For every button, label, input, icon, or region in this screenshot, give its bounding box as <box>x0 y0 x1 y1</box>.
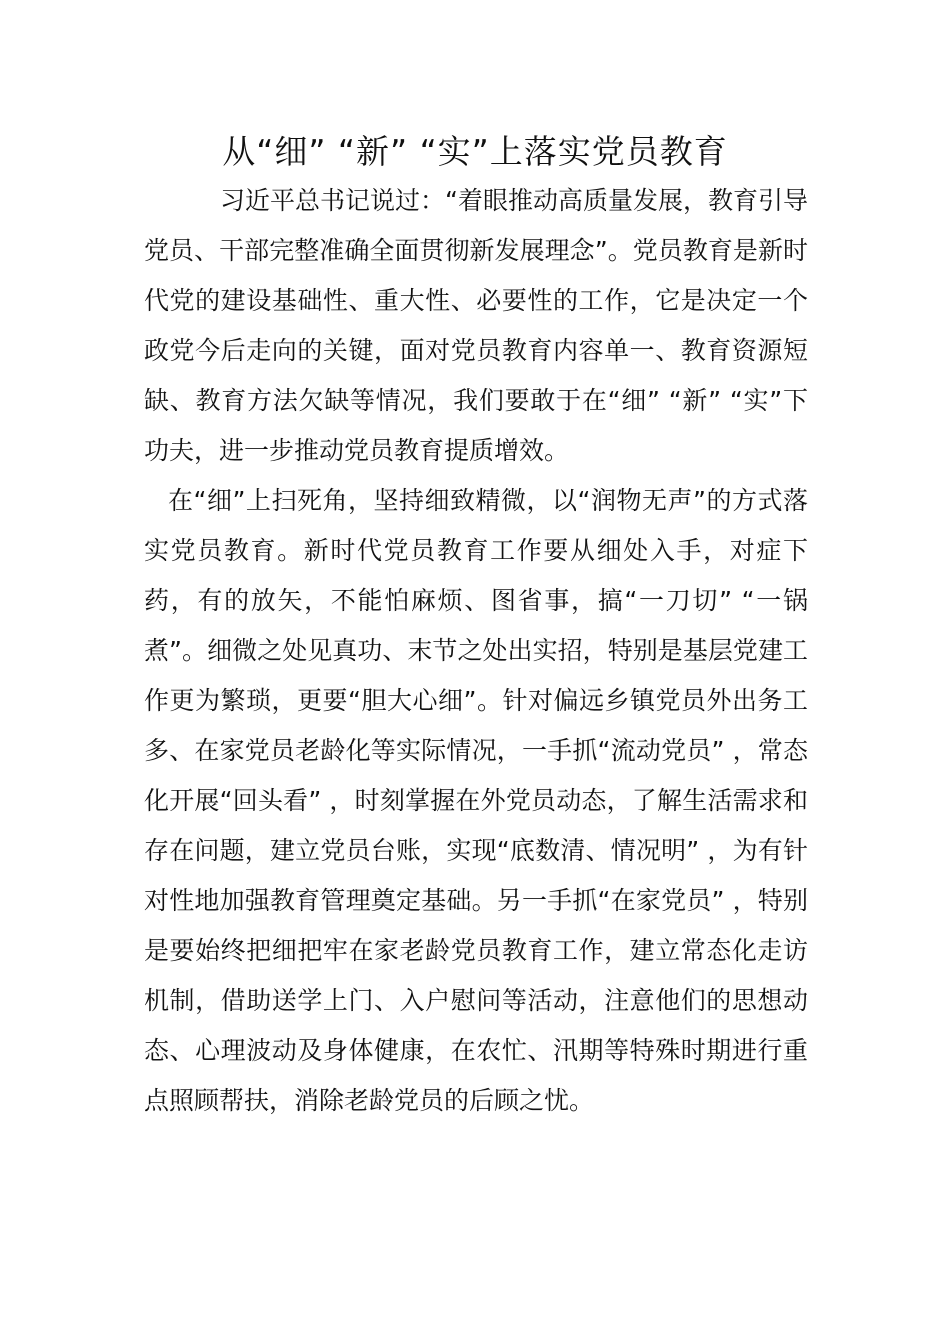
paragraph-intro: 习近平总书记说过：“着眼推动高质量发展，教育引导党员、干部完整准确全面贯彻新发展理念”。党员教育是新时代党的建设基础性、重大性、必要性的工作，它是决定一个政党今后走向的关键，面对党员教育内容单一、教育资源短缺、教育方法欠缺等情况，我们要敢于在“细” “新” “实”下功夫，进一步推动党员教育提质增效。 <box>144 186 808 465</box>
document-title: 从“细” “新” “实”上落实党员教育 <box>222 132 728 171</box>
paragraph-detail: 在“细”上扫死角，坚持细致精微，以“润物无声”的方式落实党员教育。新时代党员教育工作要从细处入手，对症下药，有的放矢，不能怕麻烦、图省事，搞“一刀切” “一锅煮”。细微之处见真功、末节之处出实招，特别是基层党建工作更为繁琐，更要“胆大心细”。针对偏远乡镇党员外出务工多、在家党员老龄化等实际情况，一手抓“流动党员” ，常态化开展“回头看” ，时刻掌握在外党员动态，了解生活需求和存在问题，建立党员台账，实现“底数清、情况明” ，为有针对性地加强教育管理奠定基础。另一手抓“在家党员” ，特别是要始终把细把牢在家老龄党员教育工作，建立常态化走访机制，借助送学上门、入户慰问等活动，注意他们的思想动态、心理波动及身体健康，在农忙、汛期等特殊时期进行重点照顾帮扶，消除老龄党员的后顾之忧。 <box>144 486 808 1115</box>
document-body <box>144 176 808 1126</box>
